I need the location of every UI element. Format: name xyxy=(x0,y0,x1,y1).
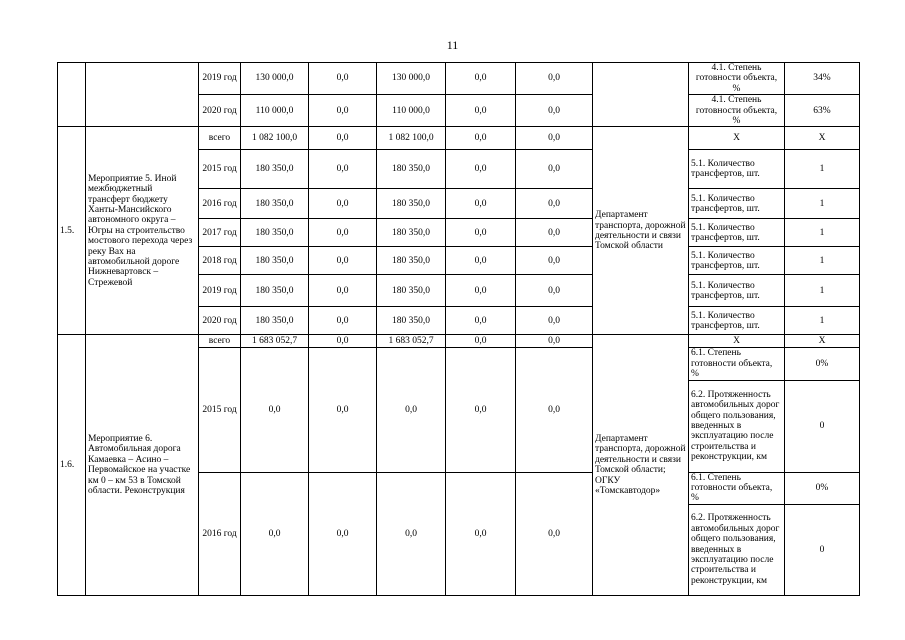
regional-cell: 1 082 100,0 xyxy=(377,127,446,150)
executor-cell: Департамент транспорта, дорожной деятельности и связи Томской области xyxy=(593,127,689,335)
year-cell: всего xyxy=(199,335,241,348)
regional-cell: 130 000,0 xyxy=(377,63,446,95)
local-cell: 0,0 xyxy=(446,150,516,189)
regional-cell: 180 350,0 xyxy=(377,189,446,219)
regional-cell: 0,0 xyxy=(377,348,446,472)
indicator-cell: 5.1. Количество трансфертов, шт. xyxy=(689,189,785,219)
year-cell: всего xyxy=(199,127,241,150)
federal-cell: 0,0 xyxy=(309,189,377,219)
indicator-value-cell: 1 xyxy=(785,150,860,189)
regional-cell: 0,0 xyxy=(377,472,446,595)
indicator-cell: 6.2. Протяженность автомобильных дорог общего пользования, введенных в эксплуатацию после строительства и реконструкции, км xyxy=(689,504,785,595)
federal-cell: 0,0 xyxy=(309,127,377,150)
other-cell: 0,0 xyxy=(516,63,593,95)
year-cell: 2020 год xyxy=(199,307,241,335)
year-cell: 2015 год xyxy=(199,348,241,472)
regional-cell: 1 683 052,7 xyxy=(377,335,446,348)
other-cell: 0,0 xyxy=(516,95,593,127)
indicator-cell: 5.1. Количество трансфертов, шт. xyxy=(689,275,785,307)
total-cell: 0,0 xyxy=(241,472,309,595)
indicator-value-cell: 1 xyxy=(785,307,860,335)
local-cell: 0,0 xyxy=(446,247,516,275)
indicator-cell: 5.1. Количество трансфертов, шт. xyxy=(689,307,785,335)
indicator-value-cell: 63% xyxy=(785,95,860,127)
indicator-value-cell: 0% xyxy=(785,472,860,504)
indicator-value-cell: 0% xyxy=(785,348,860,380)
table-row xyxy=(58,335,860,348)
local-cell: 0,0 xyxy=(446,348,516,472)
indicator-value-cell: 34% xyxy=(785,63,860,95)
total-cell: 1 082 100,0 xyxy=(241,127,309,150)
indicator-cell: 5.1. Количество трансфертов, шт. xyxy=(689,150,785,189)
other-cell: 0,0 xyxy=(516,189,593,219)
indicator-cell: 4.1. Степень готовности объекта, % xyxy=(689,63,785,95)
federal-cell: 0,0 xyxy=(309,95,377,127)
indicator-cell: Х xyxy=(689,127,785,150)
federal-cell: 0,0 xyxy=(309,275,377,307)
local-cell: 0,0 xyxy=(446,63,516,95)
total-cell: 180 350,0 xyxy=(241,189,309,219)
year-cell: 2016 год xyxy=(199,472,241,595)
indicator-cell: 6.1. Степень готовности объекта, % xyxy=(689,472,785,504)
local-cell: 0,0 xyxy=(446,95,516,127)
indicator-cell: 6.2. Протяженность автомобильных дорог общего пользования, введенных в эксплуатацию после строительства и реконструкции, км xyxy=(689,380,785,472)
indicator-cell: Х xyxy=(689,335,785,348)
total-cell: 180 350,0 xyxy=(241,150,309,189)
indicator-value-cell: 1 xyxy=(785,219,860,247)
indicator-value-cell: 1 xyxy=(785,275,860,307)
local-cell: 0,0 xyxy=(446,307,516,335)
total-cell: 110 000,0 xyxy=(241,95,309,127)
row-number-cell: 1.6. xyxy=(58,335,86,595)
local-cell: 0,0 xyxy=(446,127,516,150)
event-name-cell: Мероприятие 5. Иной межбюджетный трансферт бюджету Ханты-Мансийского автономного округа – Югры на строительство мостового перехода через реку Вах на автомобильной дороге Нижневартовск – Стрежевой xyxy=(86,127,199,335)
other-cell: 0,0 xyxy=(516,275,593,307)
program-table xyxy=(57,62,860,596)
local-cell: 0,0 xyxy=(446,335,516,348)
other-cell: 0,0 xyxy=(516,348,593,472)
event-name-cell: Мероприятие 6. Автомобильная дорога Камаевка – Асино – Первомайское на участке км 0 – км 53 в Томской области. Реконструкция xyxy=(86,335,199,595)
total-cell: 1 683 052,7 xyxy=(241,335,309,348)
year-cell: 2016 год xyxy=(199,189,241,219)
other-cell: 0,0 xyxy=(516,335,593,348)
other-cell: 0,0 xyxy=(516,472,593,595)
indicator-value-cell: Х xyxy=(785,127,860,150)
year-cell: 2017 год xyxy=(199,219,241,247)
local-cell: 0,0 xyxy=(446,219,516,247)
indicator-value-cell: Х xyxy=(785,335,860,348)
indicator-cell: 4.1. Степень готовности объекта, % xyxy=(689,95,785,127)
total-cell: 0,0 xyxy=(241,348,309,472)
indicator-cell: 5.1. Количество трансфертов, шт. xyxy=(689,219,785,247)
total-cell: 180 350,0 xyxy=(241,219,309,247)
regional-cell: 180 350,0 xyxy=(377,275,446,307)
year-cell: 2015 год xyxy=(199,150,241,189)
executor-cell xyxy=(593,63,689,127)
other-cell: 0,0 xyxy=(516,307,593,335)
other-cell: 0,0 xyxy=(516,150,593,189)
regional-cell: 180 350,0 xyxy=(377,219,446,247)
regional-cell: 180 350,0 xyxy=(377,150,446,189)
federal-cell: 0,0 xyxy=(309,335,377,348)
indicator-value-cell: 1 xyxy=(785,247,860,275)
table-row xyxy=(58,63,860,95)
year-cell: 2019 год xyxy=(199,275,241,307)
local-cell: 0,0 xyxy=(446,275,516,307)
regional-cell: 110 000,0 xyxy=(377,95,446,127)
federal-cell: 0,0 xyxy=(309,348,377,472)
event-name-cell xyxy=(86,63,199,127)
total-cell: 180 350,0 xyxy=(241,307,309,335)
indicator-cell: 5.1. Количество трансфертов, шт. xyxy=(689,247,785,275)
row-number-cell xyxy=(58,63,86,127)
total-cell: 180 350,0 xyxy=(241,275,309,307)
table-row xyxy=(58,127,860,150)
total-cell: 130 000,0 xyxy=(241,63,309,95)
regional-cell: 180 350,0 xyxy=(377,307,446,335)
year-cell: 2018 год xyxy=(199,247,241,275)
local-cell: 0,0 xyxy=(446,189,516,219)
federal-cell: 0,0 xyxy=(309,472,377,595)
federal-cell: 0,0 xyxy=(309,150,377,189)
other-cell: 0,0 xyxy=(516,247,593,275)
federal-cell: 0,0 xyxy=(309,219,377,247)
other-cell: 0,0 xyxy=(516,219,593,247)
regional-cell: 180 350,0 xyxy=(377,247,446,275)
executor-cell: Департамент транспорта, дорожной деятельности и связи Томской области; ОГКУ «Томскавтодор» xyxy=(593,335,689,595)
indicator-value-cell: 0 xyxy=(785,380,860,472)
page-number: 11 xyxy=(446,38,459,52)
row-number-cell: 1.5. xyxy=(58,127,86,335)
year-cell: 2019 год xyxy=(199,63,241,95)
federal-cell: 0,0 xyxy=(309,247,377,275)
year-cell: 2020 год xyxy=(199,95,241,127)
indicator-value-cell: 1 xyxy=(785,189,860,219)
total-cell: 180 350,0 xyxy=(241,247,309,275)
indicator-value-cell: 0 xyxy=(785,504,860,595)
other-cell: 0,0 xyxy=(516,127,593,150)
federal-cell: 0,0 xyxy=(309,63,377,95)
federal-cell: 0,0 xyxy=(309,307,377,335)
indicator-cell: 6.1. Степень готовности объекта, % xyxy=(689,348,785,380)
local-cell: 0,0 xyxy=(446,472,516,595)
